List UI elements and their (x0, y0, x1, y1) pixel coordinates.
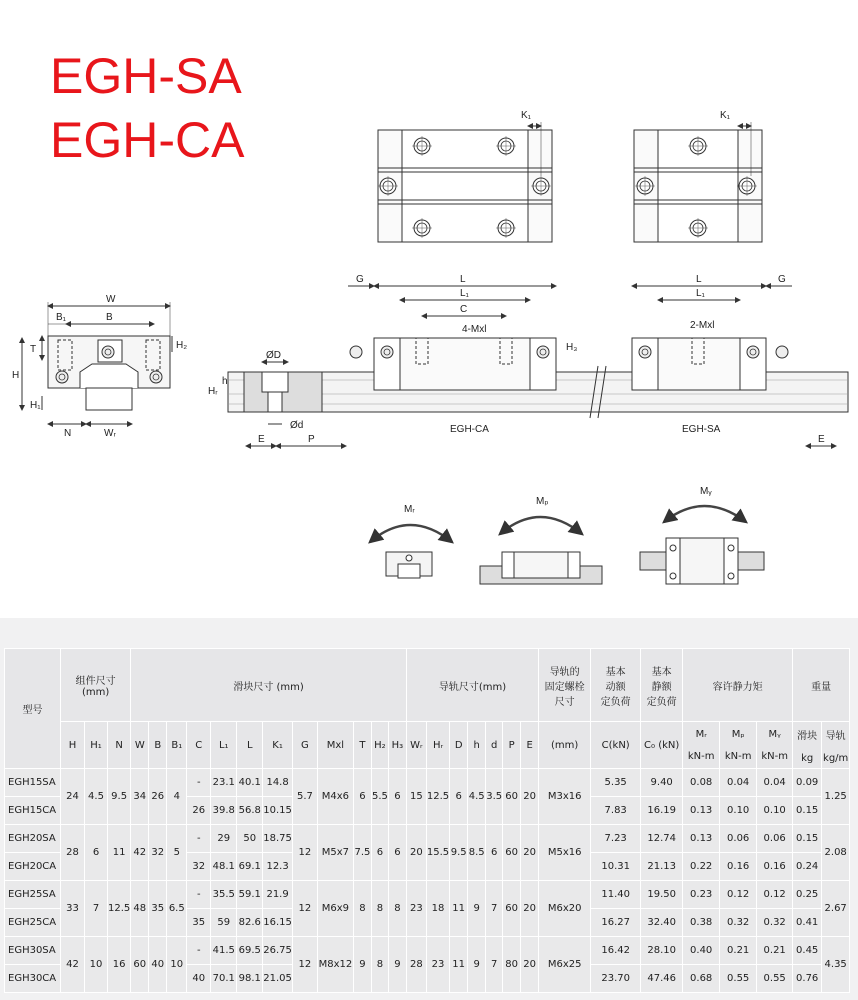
dim-t: T (30, 344, 37, 355)
cell-p: 60 (503, 769, 521, 825)
cell-h: 8.5 (468, 825, 486, 881)
dim-h3: H₃ (566, 342, 578, 353)
cell-c: - (187, 825, 211, 853)
cell-mxl: M6x9 (317, 881, 353, 937)
cell-dyn: 16.27 (591, 909, 641, 937)
cell-h: 24 (61, 769, 85, 825)
cell-stat: 19.50 (641, 881, 683, 909)
cell-mp: 0.06 (720, 825, 757, 853)
cell-model: EGH25CA (5, 909, 61, 937)
cell-k1: 10.15 (263, 797, 293, 825)
cell-l: 69.1 (237, 853, 263, 881)
cell-l1: 59 (211, 909, 237, 937)
moment-my-diagram (640, 486, 764, 584)
cell-l: 59.1 (237, 881, 263, 909)
dim-h2: H₂ (176, 340, 188, 351)
cell-t: 6 (353, 769, 371, 825)
cell-g: 12 (292, 825, 317, 881)
cell-mr: 0.08 (683, 769, 720, 797)
col-c: C (187, 722, 211, 769)
col-t: T (353, 722, 371, 769)
header-rail: 导轨尺寸(mm) (406, 649, 538, 722)
cell-t: 9 (353, 937, 371, 993)
cell-h2: 6 (371, 825, 388, 881)
cell-l1: 23.1 (211, 769, 237, 797)
dim-k1-ca: K₁ (521, 110, 532, 121)
cell-p: 60 (503, 825, 521, 881)
cell-c: 26 (187, 797, 211, 825)
col-b: B (149, 722, 167, 769)
col-my-label: Mᵧ (768, 728, 781, 740)
cell-h3: 9 (388, 937, 406, 993)
dim-hr: Hᵣ (208, 386, 218, 397)
cell-block: 0.25 (793, 881, 822, 909)
cell-w: 48 (131, 881, 149, 937)
cell-t: 7.5 (353, 825, 371, 881)
cell-e: 20 (521, 881, 539, 937)
label-my: Mᵧ (700, 486, 712, 497)
header-dynamic-load: 基本 动额 定负荷 (591, 649, 641, 722)
col-mp-unit: kN-m (724, 750, 752, 762)
col-my (757, 722, 793, 769)
cell-h1: 6 (85, 825, 108, 881)
cell-mxl: M5x7 (317, 825, 353, 881)
dim-e-left: E (258, 434, 265, 445)
col-mp (720, 722, 757, 769)
cell-l1: 39.8 (211, 797, 237, 825)
cell-stat: 32.40 (641, 909, 683, 937)
cell-h3: 6 (388, 769, 406, 825)
cell-stat: 16.19 (641, 797, 683, 825)
cell-block: 0.15 (793, 797, 822, 825)
dim-4mxl: 4-Mxl (462, 324, 487, 335)
col-d-big: D (450, 722, 468, 769)
col-static: C₀ (kN) (641, 722, 683, 769)
cell-my: 0.32 (757, 909, 793, 937)
cell-stat: 21.13 (641, 853, 683, 881)
cell-n: 9.5 (108, 769, 131, 825)
top-view-ca (378, 110, 552, 242)
cell-c: - (187, 881, 211, 909)
col-my-unit: kN-m (761, 750, 788, 762)
cell-mp: 0.55 (720, 965, 757, 993)
header-assembly: 组件尺寸 (mm) (61, 649, 131, 722)
cell-rail-weight: 4.35 (822, 937, 850, 993)
cell-mr: 0.23 (683, 881, 720, 909)
cell-model: EGH15SA (5, 769, 61, 797)
cell-w: 42 (131, 825, 149, 881)
cell-n: 12.5 (108, 881, 131, 937)
col-mr-label: Mᵣ (695, 728, 707, 740)
cell-l: 82.6 (237, 909, 263, 937)
cell-k1: 21.05 (263, 965, 293, 993)
dim-p: P (308, 434, 315, 445)
cell-mr: 0.22 (683, 853, 720, 881)
cell-c: - (187, 937, 211, 965)
side-view (208, 274, 848, 446)
dim-n: N (64, 428, 72, 439)
cell-d: 3.5 (486, 769, 503, 825)
cell-my: 0.55 (757, 965, 793, 993)
dim-h-small: h (222, 376, 228, 387)
cell-b1: 5 (167, 825, 187, 881)
cell-h3: 6 (388, 825, 406, 881)
cell-b: 35 (149, 881, 167, 937)
moment-mp-diagram (480, 496, 602, 584)
cell-stat: 47.46 (641, 965, 683, 993)
cell-d: 11 (450, 937, 468, 993)
cell-g: 12 (292, 881, 317, 937)
cell-e: 20 (521, 769, 539, 825)
cell-h2: 5.5 (371, 769, 388, 825)
cell-mxl: M4x6 (317, 769, 353, 825)
col-e: E (521, 722, 539, 769)
cell-mr: 0.68 (683, 965, 720, 993)
cell-c: 32 (187, 853, 211, 881)
cell-h: 42 (61, 937, 85, 993)
cell-l: 56.8 (237, 797, 263, 825)
cell-k1: 12.3 (263, 853, 293, 881)
dim-k1-sa: K₁ (720, 110, 731, 121)
cell-bolt: M5x16 (539, 825, 591, 881)
cell-b: 40 (149, 937, 167, 993)
cell-hr: 23 (426, 937, 449, 993)
label-egh-ca: EGH-CA (450, 424, 489, 435)
col-mxl: Mxl (317, 722, 353, 769)
col-h-small: h (468, 722, 486, 769)
cell-hr: 12.5 (426, 769, 449, 825)
cell-my: 0.16 (757, 853, 793, 881)
dim-l1-ca: L₁ (460, 288, 469, 299)
cell-mxl: M8x12 (317, 937, 353, 993)
cell-my: 0.12 (757, 881, 793, 909)
cell-wr: 20 (406, 825, 426, 881)
cell-block: 0.09 (793, 769, 822, 797)
col-block-label: 滑块 (797, 730, 818, 742)
col-bolt: (mm) (539, 722, 591, 769)
cell-block: 0.76 (793, 965, 822, 993)
header-model: 型号 (5, 649, 61, 769)
dim-l1-sa: L₁ (696, 288, 705, 299)
cell-model: EGH20SA (5, 825, 61, 853)
cell-n: 16 (108, 937, 131, 993)
dim-b1: B₁ (56, 312, 67, 323)
cell-mp: 0.32 (720, 909, 757, 937)
col-l1: L₁ (211, 722, 237, 769)
dim-l-sa: L (696, 274, 702, 285)
cell-dyn: 10.31 (591, 853, 641, 881)
col-g: G (292, 722, 317, 769)
cell-my: 0.04 (757, 769, 793, 797)
cell-block: 0.41 (793, 909, 822, 937)
cell-c: 40 (187, 965, 211, 993)
dim-b: B (106, 312, 113, 323)
col-n: N (108, 722, 131, 769)
title-egh-sa: EGH-SA (50, 48, 242, 104)
cell-stat: 28.10 (641, 937, 683, 965)
col-rail-unit: kg/m (823, 752, 849, 764)
cell-bolt: M6x25 (539, 937, 591, 993)
table-row (5, 769, 850, 797)
cell-wr: 15 (406, 769, 426, 825)
dim-od-big: ØD (266, 350, 281, 361)
cell-mp: 0.16 (720, 853, 757, 881)
table-row (5, 825, 850, 853)
cell-k1: 16.15 (263, 909, 293, 937)
cell-model: EGH30CA (5, 965, 61, 993)
cell-block: 0.24 (793, 853, 822, 881)
cell-t: 8 (353, 881, 371, 937)
cell-n: 11 (108, 825, 131, 881)
cell-my: 0.06 (757, 825, 793, 853)
cell-dyn: 5.35 (591, 769, 641, 797)
col-mr (683, 722, 720, 769)
cell-d: 9.5 (450, 825, 468, 881)
col-mr-unit: kN-m (687, 750, 715, 762)
dim-c: C (460, 304, 468, 315)
table-row (5, 937, 850, 965)
cell-mp: 0.10 (720, 797, 757, 825)
cell-h2: 8 (371, 937, 388, 993)
spec-table-panel (0, 618, 858, 1000)
cell-l: 50 (237, 825, 263, 853)
col-rail-label: 导轨 (825, 730, 846, 742)
cell-e: 20 (521, 937, 539, 993)
cell-b: 32 (149, 825, 167, 881)
col-mp-label: Mₚ (731, 728, 745, 740)
cell-model: EGH15CA (5, 797, 61, 825)
cell-mr: 0.13 (683, 797, 720, 825)
cross-section-view (12, 294, 187, 439)
cell-k1: 26.75 (263, 937, 293, 965)
cell-bolt: M6x20 (539, 881, 591, 937)
cell-d: 11 (450, 881, 468, 937)
cell-k1: 18.75 (263, 825, 293, 853)
cell-d: 6 (450, 769, 468, 825)
cell-h: 9 (468, 881, 486, 937)
cell-d: 6 (486, 825, 503, 881)
label-mr: Mᵣ (404, 504, 415, 515)
cell-l: 98.1 (237, 965, 263, 993)
col-rail-weight (822, 722, 850, 769)
cell-c: 35 (187, 909, 211, 937)
cell-g: 5.7 (292, 769, 317, 825)
cell-block: 0.15 (793, 825, 822, 853)
col-wr: Wᵣ (406, 722, 426, 769)
top-view-sa (634, 110, 762, 242)
header-bolt: 导轨的 固定螺栓 尺寸 (539, 649, 591, 722)
col-w: W (131, 722, 149, 769)
cell-l1: 29 (211, 825, 237, 853)
cell-w: 60 (131, 937, 149, 993)
cell-b1: 4 (167, 769, 187, 825)
cell-wr: 28 (406, 937, 426, 993)
cell-dyn: 7.83 (591, 797, 641, 825)
cell-l1: 35.5 (211, 881, 237, 909)
label-mp: Mₚ (536, 496, 549, 507)
cell-l1: 41.5 (211, 937, 237, 965)
col-h2: H₂ (371, 722, 388, 769)
cell-b1: 10 (167, 937, 187, 993)
header-static-load: 基本 静额 定负荷 (641, 649, 683, 722)
cell-my: 0.21 (757, 937, 793, 965)
col-p: P (503, 722, 521, 769)
dim-h1: H₁ (30, 400, 41, 411)
dim-od-small: Ød (290, 420, 304, 431)
col-b1: B₁ (167, 722, 187, 769)
cell-h: 9 (468, 937, 486, 993)
dim-l-ca: L (460, 274, 466, 285)
cell-h1: 4.5 (85, 769, 108, 825)
col-block-unit: kg (801, 752, 814, 764)
cell-mp: 0.04 (720, 769, 757, 797)
cell-w: 34 (131, 769, 149, 825)
dim-w: W (106, 294, 116, 305)
cell-e: 20 (521, 825, 539, 881)
dim-2mxl: 2-Mxl (690, 320, 715, 331)
cell-c: - (187, 769, 211, 797)
col-h1: H₁ (85, 722, 108, 769)
col-k1: K₁ (263, 722, 293, 769)
cell-l: 40.1 (237, 769, 263, 797)
title-egh-ca: EGH-CA (50, 112, 245, 168)
dim-g-left: G (356, 274, 364, 285)
cell-d: 7 (486, 881, 503, 937)
cell-model: EGH30SA (5, 937, 61, 965)
cell-hr: 15.5 (426, 825, 449, 881)
cell-p: 80 (503, 937, 521, 993)
label-egh-sa: EGH-SA (682, 424, 721, 435)
cell-dyn: 23.70 (591, 965, 641, 993)
cell-g: 12 (292, 937, 317, 993)
cell-stat: 12.74 (641, 825, 683, 853)
cell-b: 26 (149, 769, 167, 825)
cell-mr: 0.13 (683, 825, 720, 853)
cell-h3: 8 (388, 881, 406, 937)
cell-stat: 9.40 (641, 769, 683, 797)
cell-h1: 7 (85, 881, 108, 937)
col-h3: H₃ (388, 722, 406, 769)
cell-dyn: 11.40 (591, 881, 641, 909)
cell-block: 0.45 (793, 937, 822, 965)
cell-my: 0.10 (757, 797, 793, 825)
cell-rail-weight: 2.67 (822, 881, 850, 937)
cell-mp: 0.12 (720, 881, 757, 909)
cell-h2: 8 (371, 881, 388, 937)
cell-mr: 0.38 (683, 909, 720, 937)
cell-d: 7 (486, 937, 503, 993)
dim-h: H (12, 370, 20, 381)
cell-wr: 23 (406, 881, 426, 937)
col-dyn: C(kN) (591, 722, 641, 769)
col-h: H (61, 722, 85, 769)
cell-dyn: 7.23 (591, 825, 641, 853)
moment-mr-diagram (370, 504, 452, 578)
dim-wr: Wᵣ (104, 428, 116, 439)
cell-l1: 70.1 (211, 965, 237, 993)
cell-bolt: M3x16 (539, 769, 591, 825)
dim-g-right: G (778, 274, 786, 285)
cell-k1: 21.9 (263, 881, 293, 909)
cell-model: EGH25SA (5, 881, 61, 909)
table-row (5, 881, 850, 909)
cell-h: 4.5 (468, 769, 486, 825)
col-block-weight (793, 722, 822, 769)
header-moment: 容许静力矩 (683, 649, 793, 722)
cell-l1: 48.1 (211, 853, 237, 881)
header-block: 滑块尺寸 (mm) (131, 649, 407, 722)
cell-l: 69.5 (237, 937, 263, 965)
cell-dyn: 16.42 (591, 937, 641, 965)
cell-mr: 0.40 (683, 937, 720, 965)
cell-h1: 10 (85, 937, 108, 993)
cell-model: EGH20CA (5, 853, 61, 881)
spec-table (4, 648, 850, 993)
dim-e-right: E (818, 434, 825, 445)
header-weight: 重量 (793, 649, 850, 722)
cell-h: 28 (61, 825, 85, 881)
col-l: L (237, 722, 263, 769)
col-d-small: d (486, 722, 503, 769)
cell-hr: 18 (426, 881, 449, 937)
cell-b1: 6.5 (167, 881, 187, 937)
cell-k1: 14.8 (263, 769, 293, 797)
col-hr: Hᵣ (426, 722, 449, 769)
spec-table-body (5, 769, 850, 993)
cell-p: 60 (503, 881, 521, 937)
cell-h: 33 (61, 881, 85, 937)
cell-mp: 0.21 (720, 937, 757, 965)
cell-rail-weight: 2.08 (822, 825, 850, 881)
cell-rail-weight: 1.25 (822, 769, 850, 825)
